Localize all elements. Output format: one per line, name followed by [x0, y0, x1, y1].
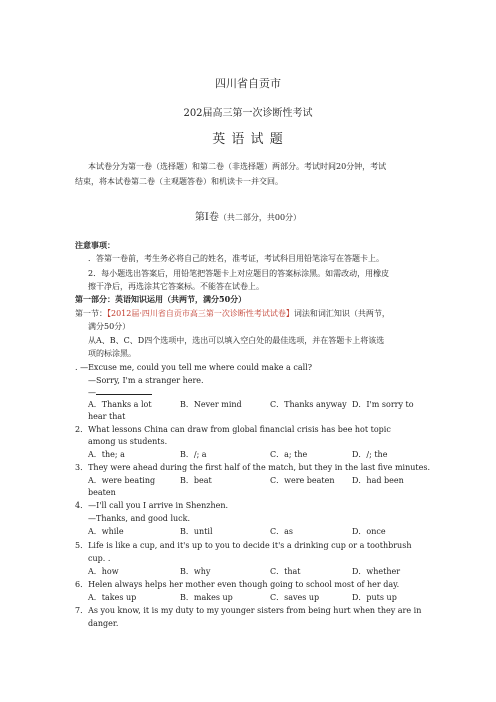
section1-score: 满分50分）	[88, 322, 131, 331]
section1-instr-2: 项的标涂黑。	[88, 349, 136, 358]
section1-prefix: 第一节：	[75, 309, 107, 318]
q5-option-b[interactable]: B．why	[180, 567, 211, 576]
q5-stem-cont: cup. .	[88, 554, 111, 563]
q6-option-b[interactable]: B．makes up	[180, 593, 233, 602]
q1-option-d[interactable]: D．I'm sorry to	[352, 400, 414, 409]
q4-option-a[interactable]: A．while	[88, 527, 124, 536]
intro-line-2: 结束，将本试卷第二卷（主观题答卷）和机读卡一并交回。	[75, 177, 283, 186]
section1-source: 【2012届·四川省自贡市高三第一次诊断性考试试卷】	[107, 309, 294, 318]
q1-option-a[interactable]: A．Thanks a lot	[88, 400, 152, 409]
q3-option-c[interactable]: C．were beaten	[270, 476, 335, 485]
q6-option-c[interactable]: C．saves up	[270, 593, 320, 602]
q1-stem: . —Excuse me, could you tell me where could make a call?	[75, 363, 312, 372]
region-title: 四川省自贡市	[215, 77, 281, 90]
part1-title: 第一部分：英语知识运用（共两节，满分50分）	[75, 294, 247, 304]
q2-option-b[interactable]: B．/; a	[180, 450, 207, 459]
q1-blank-line: —	[88, 387, 152, 398]
intro-line-1: 本试卷分为第一卷（选择题）和第二卷（非选择题）两部分。考试时间20分钟，考试	[88, 162, 387, 171]
q1-option-wrap: hear that	[88, 412, 126, 421]
q7-stem-cont: danger.	[88, 619, 119, 628]
q4-option-d[interactable]: D．once	[352, 527, 386, 536]
q2-option-c[interactable]: C．a; the	[270, 450, 308, 459]
q5-option-d[interactable]: D．whether	[352, 567, 401, 576]
subject-title: 英 语 试 题	[212, 132, 284, 147]
q1-option-c[interactable]: C．Thanks anyway	[270, 400, 347, 409]
q2-stem-cont: among us students.	[88, 437, 168, 446]
section1-header	[75, 308, 390, 319]
q5-option-c[interactable]: C．that	[270, 567, 301, 576]
q3-stem: 3．They were ahead during the first half of the match, but they in the last five minutes.	[75, 463, 430, 472]
notice-title: 注意事项：	[75, 240, 115, 250]
q1-reply: —Sorry, I'm a stranger here.	[88, 376, 204, 385]
q4-option-b[interactable]: B．until	[180, 527, 213, 536]
q6-option-a[interactable]: A．takes up	[88, 593, 137, 602]
q3-option-d[interactable]: D．had been	[352, 476, 404, 485]
q6-stem: 6．Helen always helps her mother even though going to school most of her day.	[75, 580, 400, 589]
volume-title: 第Ⅰ卷	[194, 212, 219, 223]
section1-instr-1: 从A、B、C、D四个选项中，选出可以填入空白处的最佳选项，并在答题卡上将该选	[88, 336, 385, 345]
exam-title: 202届高三第一次诊断性考试	[183, 108, 313, 119]
q5-option-a[interactable]: A．how	[88, 567, 119, 576]
notice-item-2a: 2．每小题选出答案后，用铅笔把答题卡上对应题目的答案标涂黑。如需改动，用橡皮	[88, 269, 390, 278]
notice-item-2b: 擦干净后，再选涂其它答案标。不能答在试卷上。	[88, 282, 264, 291]
q3-option-a[interactable]: A．were beating	[88, 476, 156, 485]
q3-option-wrap: beaten	[88, 488, 116, 497]
q3-option-b[interactable]: B．beat	[180, 476, 212, 485]
q7-stem: 7．As you know, it is my duty to my younger sisters from being hurt when they are in	[75, 606, 422, 615]
q4-option-c[interactable]: C．as	[270, 527, 293, 536]
section1-suffix: 词法和词汇知识（共两节，	[293, 309, 390, 318]
volume-note: （共二部分，共00分）	[218, 213, 302, 222]
q2-option-a[interactable]: A．the; a	[88, 450, 125, 459]
q4-reply: —Thanks, and good luck.	[88, 514, 191, 523]
q2-stem: 2．What lessons China can draw from global financial crisis has bee hot topic	[75, 425, 391, 434]
q4-stem: 4．—I'll call you I arrive in Shenzhen.	[75, 501, 229, 510]
q6-option-d[interactable]: D．puts up	[352, 593, 397, 602]
notice-item-1: ．答第一卷前，考生务必将自己的姓名，准考证，考试科目用铅笔涂写在答题卡上。	[88, 254, 384, 263]
q5-stem: 5．Life is like a cup, and it's up to you to decide it's a drinking cup or a toothbrush	[75, 541, 412, 550]
volume-heading	[0, 208, 496, 223]
q1-option-b[interactable]: B．Never mind	[180, 400, 242, 409]
q2-option-d[interactable]: D．/; the	[352, 450, 388, 459]
